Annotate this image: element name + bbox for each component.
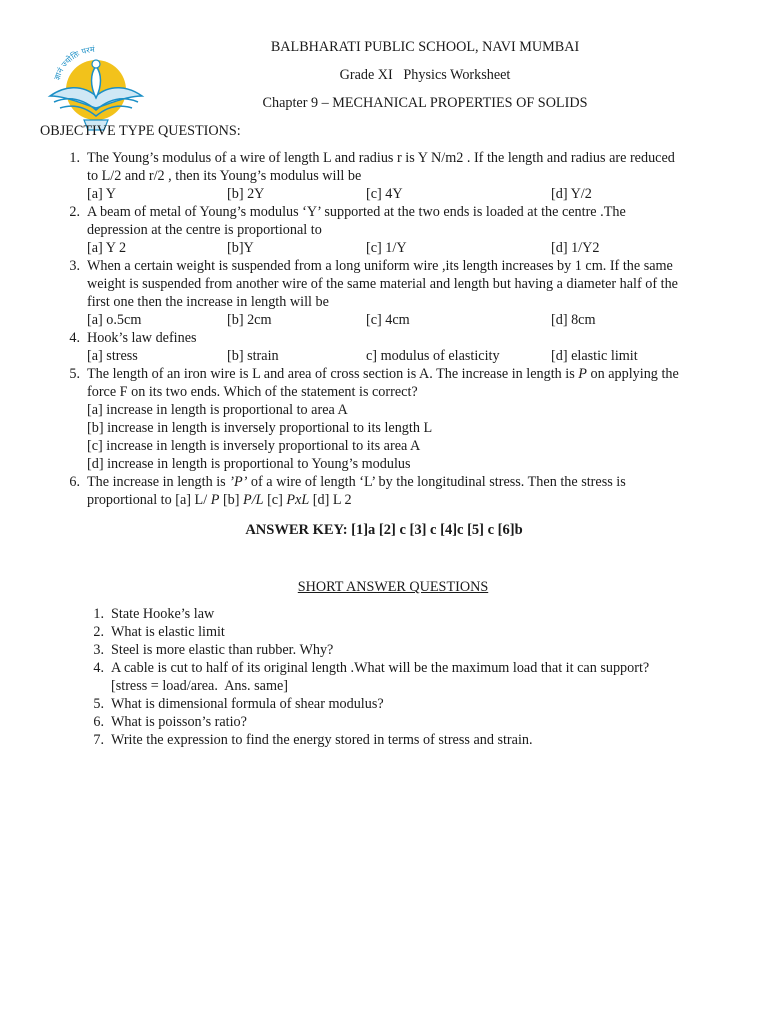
- question-3: 3. When a certain weight is suspended from a long uniform wire ,its length increases by 1 cm. If the same weight is suspended from another wire of the same material and length but having a diameter half of the first one then the increase in length will be [a] o.5cm [b] 2cm [c] 4cm [d] 8cm: [60, 257, 750, 329]
- option-c: [c] 4Y: [366, 186, 403, 202]
- option-d: [d] increase in length is proportional to Young’s modulus: [87, 456, 411, 472]
- question-5-text: The length of an iron wire is L and area of cross section is A. The increase in length is P on applying the: [87, 366, 679, 382]
- question-3-text-cont2: first one then the increase in length will be: [87, 294, 329, 310]
- question-4-options: [87, 347, 750, 365]
- option-b: [b] increase in length is inversely proportional to its length L: [87, 420, 433, 436]
- objective-section-title: OBJECTIVE TYPE QUESTIONS:: [40, 123, 241, 139]
- option-b: [b]Y: [227, 240, 254, 256]
- question-2-text: A beam of metal of Young’s modulus ‘Y’ supported at the two ends is loaded at the centre .The: [87, 204, 626, 220]
- chapter-title: Chapter 9 – MECHANICAL PROPERTIES OF SOLIDS: [262, 95, 588, 111]
- option-b: [b] strain: [227, 348, 279, 364]
- question-4: 4. Hook’s law defines [a] stress [b] strain c] modulus of elasticity [d] elastic limit: [60, 329, 750, 365]
- option-d: [d] 1/Y2: [551, 240, 600, 256]
- short-question-6: 6. What is poisson’s ratio?: [93, 714, 247, 730]
- option-a: [a] stress: [87, 348, 138, 364]
- short-question-3: 3. Steel is more elastic than rubber. Why?: [93, 642, 334, 658]
- question-5: 5. The length of an iron wire is L and area of cross section is A. The increase in length is P on applying the force F on its two ends. Which of the statement is correct? [a] increase in length is proportional to area A [b] increase in length is inversely proportional to its length L [c] increase in length is inversely proportional to its area A [d] increase in length is proportional to Young’s modulus: [60, 365, 750, 473]
- question-5-text-cont: force F on its two ends. Which of the statement is correct?: [87, 384, 418, 400]
- short-question-2: 2. What is elastic limit: [93, 624, 225, 640]
- question-1-options: [87, 185, 750, 203]
- option-b: [b] 2cm: [227, 312, 272, 328]
- option-a: [a] increase in length is proportional to area A: [87, 402, 348, 418]
- question-3-options: [87, 311, 750, 329]
- question-2-text-cont: depression at the centre is proportional to: [87, 222, 322, 238]
- option-a: [a] o.5cm: [87, 312, 142, 328]
- short-question-5: 5. What is dimensional formula of shear modulus?: [93, 696, 384, 712]
- question-1-text-cont: to L/2 and r/2 , then its Young’s modulus will be: [87, 168, 362, 184]
- option-b: [b] 2Y: [227, 186, 265, 202]
- question-3-text-cont: weight is suspended from another wire of the same material and length but having a diameter half of the: [87, 276, 678, 292]
- short-question-7: 7. Write the expression to find the energy stored in terms of stress and strain.: [93, 732, 533, 748]
- answer-key: ANSWER KEY: [1]a [2] c [3] c [4]c [5] c [6]b: [245, 522, 523, 538]
- option-c: [c] 1/Y: [366, 240, 407, 256]
- short-question-4: 4. A cable is cut to half of its original length .What will be the maximum load that it can support? [stress = load/area. Ans. same]: [93, 660, 650, 694]
- option-c: [c] 4cm: [366, 312, 410, 328]
- option-a: [a] Y: [87, 186, 117, 202]
- question-3-text: When a certain weight is suspended from a long uniform wire ,its length increases by 1 cm. If the same: [87, 258, 673, 274]
- question-1-text: The Young’s modulus of a wire of length L and radius r is Y N/m2 . If the length and radius are reduced: [87, 150, 675, 166]
- option-a: [a] Y 2: [87, 240, 127, 256]
- option-d: [d] elastic limit: [551, 348, 638, 364]
- option-c: [c] increase in length is inversely proportional to its area A: [87, 438, 421, 454]
- short-question-1: 1. State Hooke’s law: [93, 606, 215, 622]
- question-4-text: Hook’s law defines: [87, 330, 197, 346]
- short-answer-section-title: SHORT ANSWER QUESTIONS: [297, 579, 489, 595]
- grade-subject: Grade XI Physics Worksheet: [339, 67, 511, 83]
- option-c: c] modulus of elasticity: [366, 348, 500, 364]
- option-d: [d] 8cm: [551, 312, 596, 328]
- question-2: 2. A beam of metal of Young’s modulus ‘Y’ supported at the two ends is loaded at the centre .The depression at the centre is proportional to [a] Y 2 [b]Y [c] 1/Y [d] 1/Y2: [60, 203, 750, 257]
- question-6: 6. The increase in length is ’P’ of a wire of length ‘L’ by the longitudinal stress. Then the stress is proportional to [a] L/ P [b] P/L [c] PxL [d] L 2: [60, 473, 750, 509]
- question-6-text: The increase in length is ’P’ of a wire of length ‘L’ by the longitudinal stress. Then the stress is: [87, 474, 626, 490]
- question-6-options: proportional to [a] L/ P [b] P/L [c] PxL [d] L 2: [87, 492, 352, 508]
- objective-question-list: [60, 149, 750, 509]
- question-1: 1. The Young’s modulus of a wire of length L and radius r is Y N/m2 . If the length and radius are reduced to L/2 and r/2 , then its Young’s modulus will be [a] Y [b] 2Y [c] 4Y [d] Y/2: [60, 149, 750, 203]
- school-name: BALBHARATI PUBLIC SCHOOL, NAVI MUMBAI: [270, 39, 580, 55]
- svg-text:ज्ञानं ज्योतिः परमं: ज्ञानं ज्योतिः परमं: [52, 44, 96, 82]
- short-question-list: [84, 605, 744, 749]
- question-2-options: [87, 239, 750, 257]
- option-d: [d] Y/2: [551, 186, 592, 202]
